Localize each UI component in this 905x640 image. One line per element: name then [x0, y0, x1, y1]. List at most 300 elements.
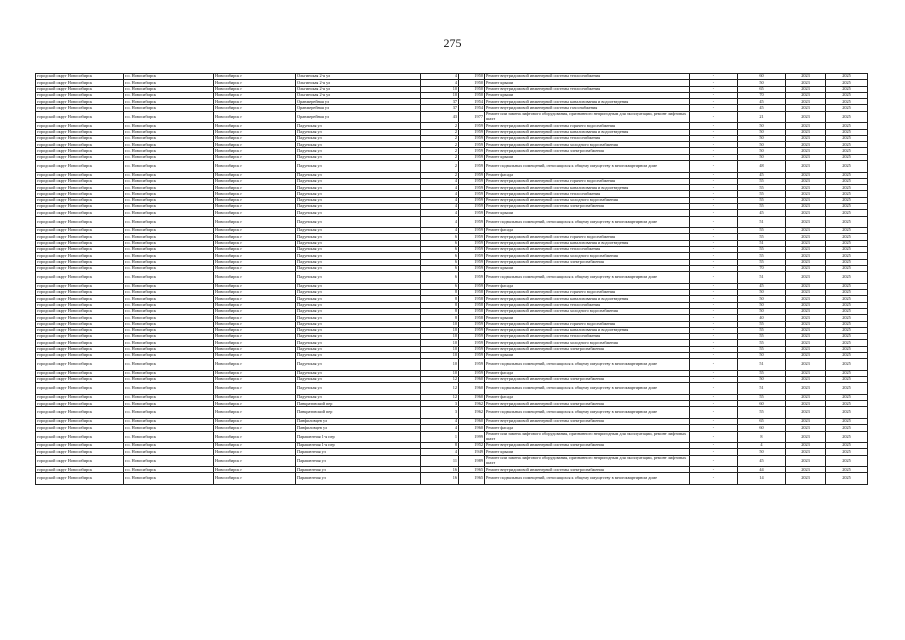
cell-municipality: городской округ Новосибирск — [36, 172, 124, 178]
cell-start-year: 2023 — [786, 210, 826, 216]
cell-work-type: Ремонт крыши — [485, 315, 690, 321]
cell-start-year: 2023 — [786, 148, 826, 154]
cell-year: 1954 — [459, 105, 485, 111]
cell-dash: - — [690, 302, 738, 308]
cell-cost: 14 — [738, 473, 786, 485]
cell-settlement: Новосибирск г — [214, 259, 296, 265]
cell-district: г.о. Новосибирск — [124, 377, 214, 383]
cell-end-year: 2025 — [826, 123, 868, 129]
cell-start-year: 2023 — [786, 105, 826, 111]
cell-dash: - — [690, 346, 738, 352]
cell-settlement: Новосибирск г — [214, 105, 296, 111]
cell-house: 4 — [421, 449, 459, 455]
cell-start-year: 2023 — [786, 449, 826, 455]
cell-district: г.о. Новосибирск — [124, 191, 214, 197]
cell-settlement: Новосибирск г — [214, 142, 296, 148]
cell-street: Падунская ул — [296, 216, 421, 228]
cell-municipality: городской округ Новосибирск — [36, 352, 124, 358]
cell-municipality: городской округ Новосибирск — [36, 240, 124, 246]
cell-settlement: Новосибирск г — [214, 315, 296, 321]
cell-district: г.о. Новосибирск — [124, 431, 214, 443]
cell-house: 4 — [421, 178, 459, 184]
cell-settlement: Новосибирск г — [214, 204, 296, 210]
cell-house: 4 — [421, 191, 459, 197]
cell-work-type: Ремонт внутридомовой инженерной системы теплоснабжения — [485, 247, 690, 253]
cell-street: Оранжерейная ул — [296, 99, 421, 105]
cell-district: г.о. Новосибирск — [124, 467, 214, 473]
cell-work-type: Ремонт внутридомовой инженерной системы холодного водоснабжения — [485, 340, 690, 346]
cell-district: г.о. Новосибирск — [124, 259, 214, 265]
cell-start-year: 2023 — [786, 407, 826, 419]
cell-street: Падунская ул — [296, 197, 421, 203]
cell-street: Панкратовский пер — [296, 401, 421, 407]
cell-dash: - — [690, 191, 738, 197]
cell-work-type: Ремонт или замена лифтового оборудования, признанного непригодным для эксплуатации, ремонт лифтовых шахт — [485, 111, 690, 123]
cell-settlement: Новосибирск г — [214, 74, 296, 80]
cell-dash: - — [690, 377, 738, 383]
cell-settlement: Новосибирск г — [214, 253, 296, 259]
cell-municipality: городской округ Новосибирск — [36, 334, 124, 340]
cell-start-year: 2023 — [786, 240, 826, 246]
cell-dash: - — [690, 443, 738, 449]
cell-cost: 51 — [738, 240, 786, 246]
cell-street: Падунская ул — [296, 302, 421, 308]
cell-settlement: Новосибирск г — [214, 455, 296, 467]
cell-start-year: 2023 — [786, 321, 826, 327]
cell-house: 6 — [421, 253, 459, 259]
table-row — [36, 216, 868, 228]
cell-year: 1959 — [459, 204, 485, 210]
cell-year: 1959 — [459, 154, 485, 160]
cell-year: 1960 — [459, 383, 485, 395]
cell-year: 1954 — [459, 99, 485, 105]
cell-street: Падунская ул — [296, 272, 421, 284]
cell-cost: 51 — [738, 359, 786, 371]
cell-work-type: Ремонт подвальных помещений, относящихся к общему имуществу в многоквартирном доме — [485, 383, 690, 395]
cell-year: 1959 — [459, 234, 485, 240]
cell-settlement: Новосибирск г — [214, 283, 296, 289]
cell-house: 4 — [421, 210, 459, 216]
cell-dash: - — [690, 370, 738, 376]
cell-district: г.о. Новосибирск — [124, 234, 214, 240]
cell-municipality: городской округ Новосибирск — [36, 418, 124, 424]
cell-start-year: 2023 — [786, 99, 826, 105]
cell-year: 1952 — [459, 443, 485, 449]
cell-house: 8 — [421, 308, 459, 314]
cell-dash: - — [690, 99, 738, 105]
cell-start-year: 2023 — [786, 123, 826, 129]
cell-end-year: 2025 — [826, 383, 868, 395]
cell-municipality: городской округ Новосибирск — [36, 431, 124, 443]
cell-district: г.о. Новосибирск — [124, 425, 214, 431]
cell-street: Падунская ул — [296, 340, 421, 346]
cell-year: 1962 — [459, 401, 485, 407]
cell-start-year: 2023 — [786, 473, 826, 485]
cell-dash: - — [690, 92, 738, 98]
cell-street: Падунская ул — [296, 377, 421, 383]
cell-street: Падунская ул — [296, 352, 421, 358]
cell-start-year: 2023 — [786, 283, 826, 289]
cell-street: Падунская ул — [296, 359, 421, 371]
cell-cost: 65 — [738, 418, 786, 424]
cell-start-year: 2023 — [786, 228, 826, 234]
cell-settlement: Новосибирск г — [214, 99, 296, 105]
cell-street: Падунская ул — [296, 265, 421, 271]
cell-dash: - — [690, 197, 738, 203]
cell-district: г.о. Новосибирск — [124, 394, 214, 400]
cell-work-type: Ремонт внутридомовой инженерной системы холодного водоснабжения — [485, 308, 690, 314]
cell-start-year: 2023 — [786, 265, 826, 271]
cell-year: 1959 — [459, 210, 485, 216]
cell-dash: - — [690, 467, 738, 473]
cell-work-type: Ремонт крыши — [485, 210, 690, 216]
cell-dash: - — [690, 105, 738, 111]
cell-dash: - — [690, 216, 738, 228]
cell-end-year: 2025 — [826, 86, 868, 92]
cell-work-type: Ремонт внутридомовой инженерной системы электроснабжения — [485, 204, 690, 210]
cell-settlement: Новосибирск г — [214, 340, 296, 346]
cell-settlement: Новосибирск г — [214, 80, 296, 86]
cell-street: Падунская ул — [296, 253, 421, 259]
cell-house: 37 — [421, 99, 459, 105]
cell-year: 1959 — [459, 191, 485, 197]
cell-cost: 55 — [738, 327, 786, 333]
cell-end-year: 2025 — [826, 302, 868, 308]
cell-work-type: Ремонт внутридомовой инженерной системы канализования и водоотведения — [485, 296, 690, 302]
cell-municipality: городской округ Новосибирск — [36, 191, 124, 197]
cell-dash: - — [690, 172, 738, 178]
cell-start-year: 2023 — [786, 197, 826, 203]
cell-end-year: 2025 — [826, 161, 868, 173]
cell-year: 1959 — [459, 259, 485, 265]
cell-year: 1959 — [459, 346, 485, 352]
cell-municipality: городской округ Новосибирск — [36, 259, 124, 265]
cell-dash: - — [690, 352, 738, 358]
cell-street: Падунская ул — [296, 394, 421, 400]
cell-settlement: Новосибирск г — [214, 370, 296, 376]
cell-work-type: Ремонт внутридомовой инженерной системы газоснабжения — [485, 105, 690, 111]
cell-dash: - — [690, 431, 738, 443]
cell-district: г.о. Новосибирск — [124, 346, 214, 352]
cell-district: г.о. Новосибирск — [124, 340, 214, 346]
cell-municipality: городской округ Новосибирск — [36, 234, 124, 240]
cell-settlement: Новосибирск г — [214, 443, 296, 449]
cell-settlement: Новосибирск г — [214, 308, 296, 314]
cell-house: 4 — [421, 197, 459, 203]
cell-street: Парашютная ул — [296, 455, 421, 467]
cell-settlement: Новосибирск г — [214, 240, 296, 246]
cell-district: г.о. Новосибирск — [124, 283, 214, 289]
cell-municipality: городской округ Новосибирск — [36, 449, 124, 455]
cell-cost: 45 — [738, 210, 786, 216]
cell-street: Падунская ул — [296, 283, 421, 289]
cell-end-year: 2025 — [826, 418, 868, 424]
cell-municipality: городской округ Новосибирск — [36, 142, 124, 148]
cell-work-type: Ремонт внутридомовой инженерной системы горячего водоснабжения — [485, 290, 690, 296]
cell-cost: 65 — [738, 86, 786, 92]
cell-municipality: городской округ Новосибирск — [36, 315, 124, 321]
cell-house: 3 — [421, 407, 459, 419]
cell-municipality: городской округ Новосибирск — [36, 359, 124, 371]
cell-dash: - — [690, 178, 738, 184]
cell-cost: 45 — [738, 455, 786, 467]
cell-district: г.о. Новосибирск — [124, 123, 214, 129]
cell-settlement: Новосибирск г — [214, 272, 296, 284]
cell-house: 6 — [421, 259, 459, 265]
cell-municipality: городской округ Новосибирск — [36, 283, 124, 289]
cell-street: Падунская ул — [296, 191, 421, 197]
cell-year: 1960 — [459, 425, 485, 431]
cell-dash: - — [690, 334, 738, 340]
cell-district: г.о. Новосибирск — [124, 161, 214, 173]
cell-municipality: городской округ Новосибирск — [36, 253, 124, 259]
cell-year: 1959 — [459, 340, 485, 346]
cell-year: 1962 — [459, 407, 485, 419]
cell-house: 8 — [421, 296, 459, 302]
cell-dash: - — [690, 185, 738, 191]
cell-house: 2 — [421, 123, 459, 129]
cell-end-year: 2025 — [826, 99, 868, 105]
cell-start-year: 2023 — [786, 161, 826, 173]
cell-house: 3 — [421, 401, 459, 407]
cell-dash: - — [690, 455, 738, 467]
cell-district: г.о. Новосибирск — [124, 105, 214, 111]
cell-municipality: городской округ Новосибирск — [36, 290, 124, 296]
cell-cost: 55 — [738, 178, 786, 184]
cell-end-year: 2025 — [826, 178, 868, 184]
cell-cost: 55 — [738, 370, 786, 376]
cell-work-type: Ремонт внутридомовой инженерной системы теплоснабжения — [485, 135, 690, 141]
cell-year: 1958 — [459, 308, 485, 314]
cell-street: Оранжерейная ул — [296, 105, 421, 111]
cell-municipality: городской округ Новосибирск — [36, 129, 124, 135]
cell-cost: 45 — [738, 99, 786, 105]
cell-house: 4 — [421, 185, 459, 191]
cell-house: 37 — [421, 105, 459, 111]
cell-district: г.о. Новосибирск — [124, 99, 214, 105]
cell-work-type: Ремонт внутридомовой инженерной системы канализования и водоотведения — [485, 129, 690, 135]
cell-district: г.о. Новосибирск — [124, 197, 214, 203]
cell-house: 6 — [421, 240, 459, 246]
cell-settlement: Новосибирск г — [214, 210, 296, 216]
cell-dash: - — [690, 265, 738, 271]
cell-municipality: городской округ Новосибирск — [36, 178, 124, 184]
cell-cost: 55 — [738, 321, 786, 327]
cell-cost: 55 — [738, 340, 786, 346]
cell-end-year: 2025 — [826, 346, 868, 352]
cell-cost: 55 — [738, 204, 786, 210]
cell-street: Падунская ул — [296, 228, 421, 234]
cell-settlement: Новосибирск г — [214, 123, 296, 129]
cell-start-year: 2023 — [786, 377, 826, 383]
cell-street: Оранжерейная ул — [296, 111, 421, 123]
cell-end-year: 2025 — [826, 340, 868, 346]
cell-municipality: городской округ Новосибирск — [36, 123, 124, 129]
cell-street: Падунская ул — [296, 135, 421, 141]
cell-end-year: 2025 — [826, 172, 868, 178]
cell-dash: - — [690, 272, 738, 284]
cell-house: 43 — [421, 111, 459, 123]
cell-cost: 50 — [738, 296, 786, 302]
cell-dash: - — [690, 296, 738, 302]
cell-work-type: Ремонт внутридомовой инженерной системы теплоснабжения — [485, 74, 690, 80]
cell-settlement: Новосибирск г — [214, 407, 296, 419]
cell-end-year: 2025 — [826, 135, 868, 141]
table-row — [36, 407, 868, 419]
cell-municipality: городской округ Новосибирск — [36, 161, 124, 173]
cell-work-type: Ремонт внутридомовой инженерной системы электроснабжения — [485, 443, 690, 449]
cell-municipality: городской округ Новосибирск — [36, 197, 124, 203]
cell-house: 10 — [421, 340, 459, 346]
cell-cost: 50 — [738, 449, 786, 455]
cell-dash: - — [690, 327, 738, 333]
cell-street: Падунская ул — [296, 172, 421, 178]
cell-cost: 40 — [738, 315, 786, 321]
cell-start-year: 2023 — [786, 315, 826, 321]
cell-year: 1959 — [459, 129, 485, 135]
cell-start-year: 2023 — [786, 204, 826, 210]
cell-settlement: Новосибирск г — [214, 216, 296, 228]
cell-year: 1959 — [459, 272, 485, 284]
cell-settlement: Новосибирск г — [214, 228, 296, 234]
cell-street: Падунская ул — [296, 240, 421, 246]
cell-house: 4 — [421, 216, 459, 228]
cell-district: г.о. Новосибирск — [124, 178, 214, 184]
cell-street: Падунская ул — [296, 148, 421, 154]
cell-cost: 55 — [738, 247, 786, 253]
cell-settlement: Новосибирск г — [214, 148, 296, 154]
cell-end-year: 2025 — [826, 290, 868, 296]
cell-end-year: 2025 — [826, 394, 868, 400]
cell-house: 4 — [421, 228, 459, 234]
cell-house: 1 — [421, 431, 459, 443]
cell-cost: 8 — [738, 431, 786, 443]
cell-municipality: городской округ Новосибирск — [36, 135, 124, 141]
cell-end-year: 2025 — [826, 148, 868, 154]
cell-start-year: 2023 — [786, 272, 826, 284]
cell-street: Падунская ул — [296, 161, 421, 173]
cell-year: 1950 — [459, 92, 485, 98]
cell-house: 8 — [421, 302, 459, 308]
cell-start-year: 2023 — [786, 467, 826, 473]
cell-dash: - — [690, 204, 738, 210]
cell-end-year: 2025 — [826, 265, 868, 271]
cell-cost: 55 — [738, 407, 786, 419]
cell-district: г.о. Новосибирск — [124, 210, 214, 216]
cell-settlement: Новосибирск г — [214, 111, 296, 123]
cell-house: 10 — [421, 86, 459, 92]
cell-district: г.о. Новосибирск — [124, 80, 214, 86]
cell-house: 10 — [421, 92, 459, 98]
cell-work-type: Ремонт подвальных помещений, относящихся к общему имуществу в многоквартирном доме — [485, 407, 690, 419]
cell-house: 8 — [421, 290, 459, 296]
cell-municipality: городской округ Новосибирск — [36, 148, 124, 154]
cell-end-year: 2025 — [826, 185, 868, 191]
cell-dash: - — [690, 290, 738, 296]
cell-settlement: Новосибирск г — [214, 359, 296, 371]
cell-dash: - — [690, 142, 738, 148]
cell-work-type: Ремонт фасада — [485, 370, 690, 376]
cell-end-year: 2025 — [826, 142, 868, 148]
cell-dash: - — [690, 86, 738, 92]
cell-end-year: 2025 — [826, 105, 868, 111]
cell-start-year: 2023 — [786, 253, 826, 259]
cell-dash: - — [690, 80, 738, 86]
cell-house: 6 — [421, 234, 459, 240]
cell-street: Ольгинская 2-я ул — [296, 80, 421, 86]
cell-end-year: 2025 — [826, 74, 868, 80]
cell-house: 10 — [421, 359, 459, 371]
cell-house: 6 — [421, 265, 459, 271]
cell-settlement: Новосибирск г — [214, 377, 296, 383]
cell-work-type: Ремонт внутридомовой инженерной системы канализования и водоотведения — [485, 99, 690, 105]
cell-end-year: 2025 — [826, 425, 868, 431]
cell-street: Падунская ул — [296, 334, 421, 340]
cell-settlement: Новосибирск г — [214, 346, 296, 352]
cell-year: 1949 — [459, 449, 485, 455]
cell-work-type: Ремонт внутридомовой инженерной системы электроснабжения — [485, 401, 690, 407]
cell-year: 1959 — [459, 265, 485, 271]
cell-house: 16 — [421, 467, 459, 473]
cell-street: Падунская ул — [296, 247, 421, 253]
cell-start-year: 2023 — [786, 86, 826, 92]
cell-end-year: 2025 — [826, 92, 868, 98]
cell-dash: - — [690, 340, 738, 346]
cell-work-type: Ремонт внутридомовой инженерной системы теплоснабжения — [485, 191, 690, 197]
cell-municipality: городской округ Новосибирск — [36, 99, 124, 105]
cell-work-type: Ремонт внутридомовой инженерной системы электроснабжения — [485, 259, 690, 265]
cell-work-type: Ремонт внутридомовой инженерной системы электроснабжения — [485, 467, 690, 473]
cell-start-year: 2023 — [786, 370, 826, 376]
cell-start-year: 2023 — [786, 308, 826, 314]
cell-end-year: 2025 — [826, 455, 868, 467]
cell-cost: 50 — [738, 352, 786, 358]
cell-settlement: Новосибирск г — [214, 394, 296, 400]
cell-end-year: 2025 — [826, 259, 868, 265]
cell-year: 1989 — [459, 455, 485, 467]
cell-cost: 55 — [738, 191, 786, 197]
cell-end-year: 2025 — [826, 449, 868, 455]
cell-cost: 55 — [738, 394, 786, 400]
cell-municipality: городской округ Новосибирск — [36, 74, 124, 80]
cell-work-type: Ремонт подвальных помещений, относящихся к общему имуществу в многоквартирном доме — [485, 216, 690, 228]
cell-work-type: Ремонт фасада — [485, 172, 690, 178]
cell-settlement: Новосибирск г — [214, 327, 296, 333]
cell-cost: 45 — [738, 283, 786, 289]
cell-dash: - — [690, 315, 738, 321]
cell-year: 1959 — [459, 334, 485, 340]
cell-start-year: 2023 — [786, 394, 826, 400]
cell-house: 2 — [421, 148, 459, 154]
cell-settlement: Новосибирск г — [214, 178, 296, 184]
cell-street: Падунская ул — [296, 185, 421, 191]
cell-cost: 60 — [738, 425, 786, 431]
cell-district: г.о. Новосибирск — [124, 272, 214, 284]
cell-dash: - — [690, 74, 738, 80]
cell-street: Панфиловцев ул — [296, 418, 421, 424]
cell-dash: - — [690, 135, 738, 141]
cell-end-year: 2025 — [826, 370, 868, 376]
cell-work-type: Ремонт внутридомовой инженерной системы горячего водоснабжения — [485, 234, 690, 240]
cell-year: 1960 — [459, 394, 485, 400]
cell-dash: - — [690, 394, 738, 400]
cell-street: Падунская ул — [296, 129, 421, 135]
cell-dash: - — [690, 449, 738, 455]
cell-cost: 55 — [738, 228, 786, 234]
cell-municipality: городской округ Новосибирск — [36, 296, 124, 302]
cell-cost: 50 — [738, 148, 786, 154]
cell-settlement: Новосибирск г — [214, 401, 296, 407]
